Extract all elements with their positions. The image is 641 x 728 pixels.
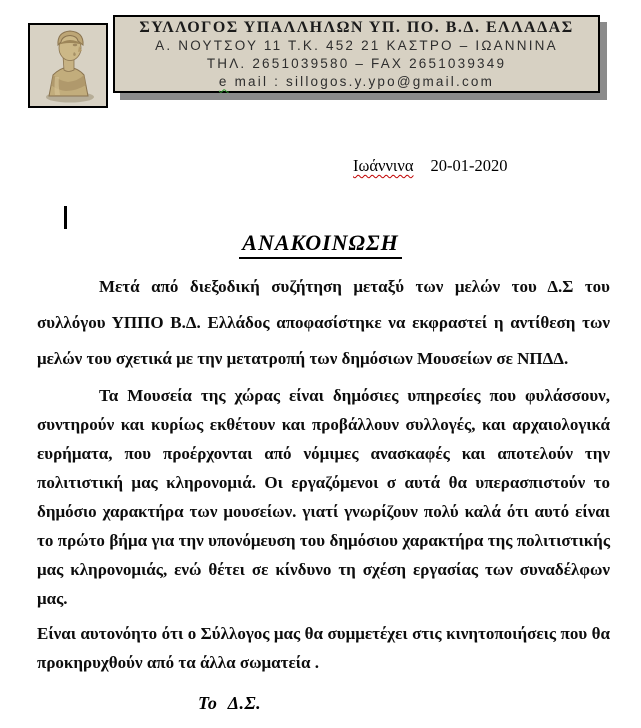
bust-statue-image [28, 23, 108, 108]
letterhead-info-box [113, 15, 600, 93]
dateline-place: Ιωάννινα [353, 156, 414, 175]
document-title [0, 230, 641, 259]
organization-name: ΣΥΛΛΟΓΟΣ ΥΠΑΛΛΗΛΩΝ ΥΠ. ΠΟ. Β.Δ. ΕΛΛΑΔΑΣ [139, 18, 574, 36]
organization-email [219, 73, 494, 91]
letterhead [0, 0, 641, 130]
helmeted-bust-icon [30, 25, 106, 106]
dateline [353, 156, 641, 176]
paragraph-mobilizations[interactable]: Είναι αυτονόητο ότι ο Σύλλογος μας θα συμμετέχει στις κινητοποιήσεις που θα προκηρυχθούν από τα άλλα σωματεία . [37, 624, 610, 672]
text-cursor [64, 206, 67, 229]
organization-address: Α. ΝΟΥΤΣΟΥ 11 Τ.Κ. 452 21 ΚΑΣΤΡΟ – ΙΩΑΝΝΙΝΑ [155, 37, 558, 53]
email-grammar-marked-word: e [218, 73, 229, 89]
paragraph-museums-role[interactable]: Τα Μουσεία της χώρας είναι δημόσιες υπηρεσίες που φυλάσσουν, συντηρούν και κυρίως εκθέτουν και προβάλλουν συλλογές, και αρχαιολογικά ευρήματα, που προέρχονται από νόμιμες ανασκαφές και αποτελούν την πολιτιστική μας κληρονομιά. Οι εργαζόμενοι σ αυτά θα υπερασπιστούν το δημόσιο χαρακτήρα των μουσείων. γιατί γνωρίζουν πολύ καλά ότι αυτό είναι το πρώτο βήμα για την υπονόμευση του δημόσιου χαρακτήρα της πολιτιστικής μας κληρονομιάς, ενώ θέτει σε κίνδυνο τη σχέση εργασίας των συναδέλφων μας. [37, 386, 610, 608]
document-title-text: ΑΝΑΚΟΙΝΩΣΗ [239, 230, 401, 259]
dateline-date: 20-01-2020 [430, 156, 508, 175]
signature-board: Το Δ.Σ. [198, 693, 262, 713]
email-address-text: mail : sillogos.y.ypo@gmail.com [234, 73, 495, 89]
organization-phone-fax: ΤΗΛ. 2651039580 – FAX 2651039349 [206, 55, 507, 71]
paragraph-decision[interactable]: Μετά από διεξοδική συζήτηση μεταξύ των μελών του Δ.Σ του συλλόγου ΥΠΠΟ Β.Δ. Ελλάδος αποφασίστηκε να εκφραστεί η αντίθεση των μελών του σχετικά με την μετατροπή των δημόσιων Μουσείων σε ΝΠΔΔ. [37, 277, 610, 368]
